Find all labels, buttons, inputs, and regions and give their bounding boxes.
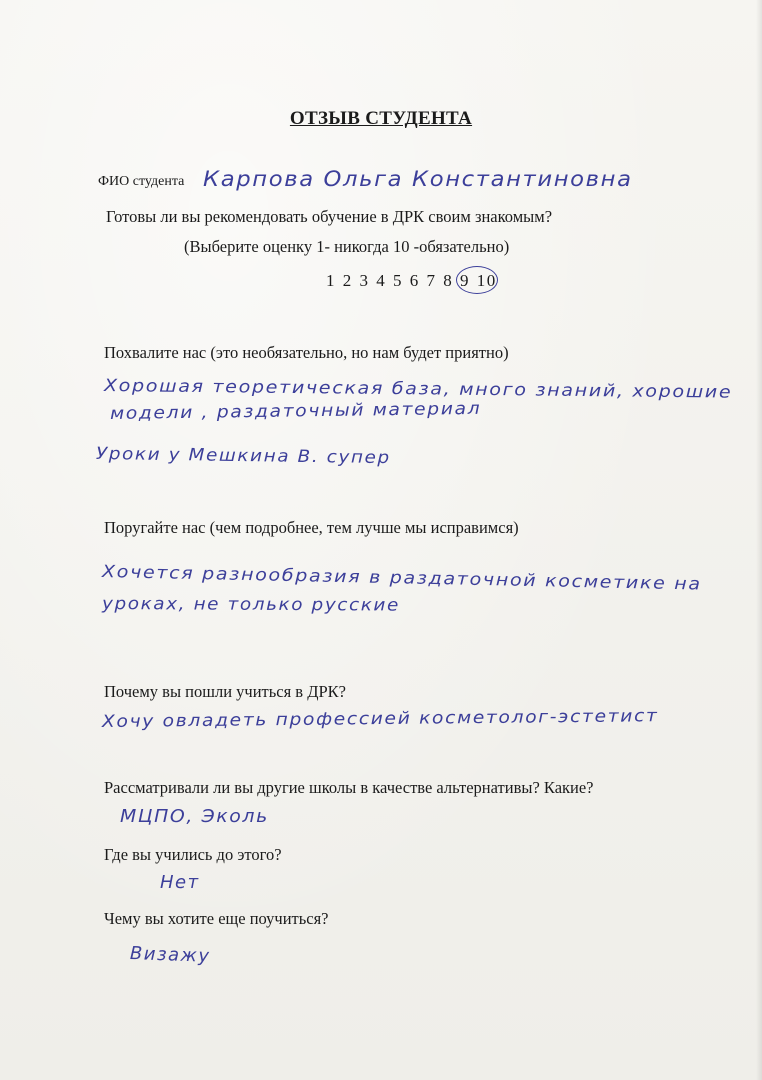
question-recommend: Готовы ли вы рекомендовать обучение в ДРК своим знакомым? [106,207,553,226]
question-previous: Где вы учились до этого? [104,845,282,864]
question-criticize: Поругайте нас (чем подробнее, тем лучше мы исправимся) [104,518,519,537]
name-label: ФИО студента [98,174,185,189]
praise-answer-line: модели , раздаточный материал [109,398,482,424]
rating-option: 3 [359,271,370,290]
question-future: Чему вы хотите еще поучиться? [104,909,329,928]
page-edge-shadow [756,0,762,1080]
rating-option: 4 [376,271,387,290]
question-alternatives: Рассматривали ли вы другие школы в качестве альтернативы? Какие? [104,778,594,797]
form-title: ОТЗЫВ СТУДЕНТА [289,108,473,129]
rating-option: 2 [342,271,353,290]
selected-score-circle [456,266,498,294]
name-value: Карпова Ольга Константиновна [203,167,633,191]
praise-answer-line: Уроки у Мешкина В. супер [95,444,391,469]
rating-option: 8 [443,271,454,290]
question-praise: Похвалите нас (это необязательно, но нам будет приятно) [104,343,509,362]
question-recommend-hint: (Выберите оценку 1- никогда 10 -обязательно) [184,237,510,256]
criticize-answer-line: уроках, не только русские [101,594,400,616]
rating-option: 6 [409,271,420,290]
rating-option: 7 [426,271,437,290]
rating-option-selected: 10 [476,271,497,290]
future-answer: Визажу [129,943,211,967]
rating-option: 5 [393,271,403,290]
question-why: Почему вы пошли учиться в ДРК? [104,682,346,701]
previous-answer: Нет [160,872,200,893]
rating-option: 1 [326,271,336,290]
praise-answer-line: Хорошая теоретическая база, много знаний, хорошие [103,376,733,403]
rating-option: 9 [460,271,470,290]
why-answer: Хочу овладеть профессией косметолог-эстетист [101,706,659,732]
criticize-answer-line: Хочется разнообразия в раздаточной косметике на [101,562,702,595]
alternatives-answer: МЦПО, Эколь [120,806,269,827]
